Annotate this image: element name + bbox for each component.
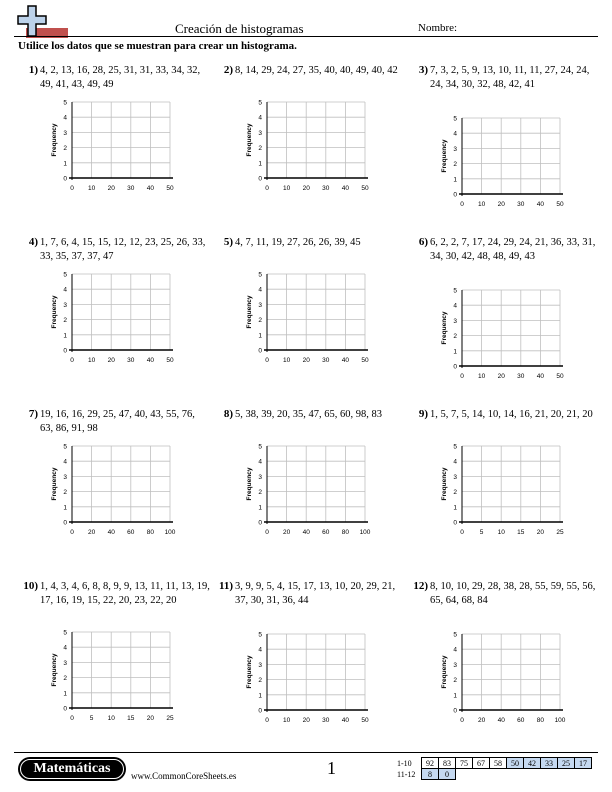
- answer-key-cell: 25: [558, 758, 575, 769]
- problem-3: [400, 64, 590, 234]
- problem-number: 10): [23, 580, 38, 592]
- problem-data: 1, 4, 3, 4, 6, 8, 8, 9, 9, 13, 11, 11, 13, 19, 17, 16, 19, 15, 22, 20, 23, 22, 20: [40, 581, 210, 606]
- y-tick-label: 4: [63, 114, 67, 122]
- y-tick-label: 3: [258, 301, 262, 309]
- x-tick-label: 40: [146, 357, 155, 364]
- x-tick-label: 100: [164, 529, 176, 536]
- x-tick-label: 20: [107, 357, 115, 364]
- y-axis-label: Frequency: [441, 655, 448, 689]
- x-tick-label: 30: [322, 357, 330, 364]
- problem-number: 11): [218, 580, 233, 592]
- answer-key-row-label: 1-10: [397, 758, 412, 768]
- blank-histogram-grid[interactable]: [205, 628, 385, 738]
- problem-2: [205, 64, 398, 234]
- y-tick-label: 4: [453, 458, 457, 466]
- y-tick-label: 1: [63, 160, 67, 168]
- y-tick-label: 0: [258, 519, 262, 527]
- y-tick-label: 5: [63, 99, 67, 107]
- x-tick-label: 40: [341, 357, 350, 364]
- x-tick-label: 40: [341, 717, 350, 724]
- x-tick-label: 15: [517, 529, 525, 536]
- problem-9: [400, 408, 593, 578]
- x-tick-label: 20: [302, 357, 310, 364]
- y-tick-label: 1: [258, 332, 262, 340]
- y-tick-label: 5: [453, 287, 457, 295]
- brand-label: Matemáticas: [20, 759, 124, 779]
- problem-number: 7): [28, 408, 38, 420]
- problem-11: [205, 580, 395, 750]
- y-tick-label: 0: [63, 519, 67, 527]
- y-tick-label: 1: [63, 504, 67, 512]
- y-axis-label: Frequency: [246, 655, 253, 689]
- problem-number: 8): [223, 408, 233, 420]
- blank-histogram-grid[interactable]: [205, 440, 385, 550]
- brand-badge: [18, 757, 126, 781]
- y-tick-label: 0: [63, 705, 67, 713]
- instructions: Utilice los datos que se muestran para crear un histograma.: [18, 40, 297, 52]
- y-tick-label: 4: [453, 302, 457, 310]
- y-tick-label: 2: [258, 317, 262, 325]
- problem-number: 12): [413, 580, 428, 592]
- answer-key-cell: 83: [439, 758, 456, 769]
- problem-data: 8, 10, 10, 29, 28, 38, 28, 55, 59, 55, 56, 65, 64, 68, 84: [430, 581, 596, 606]
- y-tick-label: 1: [453, 504, 457, 512]
- y-axis-label: Frequency: [441, 311, 448, 345]
- y-tick-label: 4: [258, 646, 262, 654]
- y-tick-label: 2: [453, 677, 457, 685]
- y-tick-label: 4: [258, 114, 262, 122]
- y-tick-label: 0: [63, 347, 67, 355]
- problem-number: 4): [28, 236, 38, 248]
- answer-key-cell: 75: [456, 758, 473, 769]
- problem-number: 2): [223, 64, 233, 76]
- y-tick-label: 0: [453, 191, 457, 199]
- x-tick-label: 0: [460, 201, 464, 208]
- x-tick-label: 30: [517, 201, 525, 208]
- answer-key-cell: 8: [422, 769, 439, 780]
- y-tick-label: 4: [63, 286, 67, 294]
- y-tick-label: 3: [63, 473, 67, 481]
- answer-key-table: [397, 757, 592, 780]
- y-tick-label: 4: [453, 130, 457, 138]
- x-tick-label: 50: [556, 373, 564, 380]
- problem-7: [10, 408, 200, 578]
- blank-histogram-grid[interactable]: [205, 268, 385, 378]
- plus-logo-icon: [14, 4, 70, 38]
- problem-number: 5): [223, 236, 233, 248]
- x-tick-label: 0: [265, 357, 269, 364]
- x-tick-label: 0: [460, 373, 464, 380]
- problem-number: 6): [418, 236, 428, 248]
- x-tick-label: 20: [302, 185, 310, 192]
- x-tick-label: 30: [322, 717, 330, 724]
- y-axis-label: Frequency: [246, 295, 253, 329]
- x-tick-label: 10: [282, 185, 291, 192]
- y-tick-label: 1: [258, 160, 262, 168]
- x-tick-label: 30: [322, 185, 330, 192]
- blank-histogram-grid[interactable]: [10, 626, 190, 736]
- problem-data: 7, 3, 2, 5, 9, 13, 10, 11, 11, 27, 24, 24, 24, 34, 30, 32, 48, 42, 41: [430, 65, 590, 90]
- problem-data: 4, 7, 11, 19, 27, 26, 26, 39, 45: [235, 237, 361, 248]
- y-tick-label: 1: [453, 348, 457, 356]
- answer-key-row-label: 11-12: [397, 769, 416, 779]
- y-tick-label: 1: [453, 692, 457, 700]
- x-tick-label: 100: [359, 529, 371, 536]
- x-tick-label: 5: [89, 715, 94, 722]
- y-tick-label: 5: [258, 99, 262, 107]
- y-tick-label: 4: [258, 286, 262, 294]
- y-tick-label: 5: [63, 271, 67, 279]
- problem-number: 1): [28, 64, 38, 76]
- page-title: Creación de histogramas: [175, 21, 304, 36]
- x-tick-label: 20: [477, 717, 486, 724]
- problem-8: [205, 408, 395, 578]
- problem-data: 3, 9, 9, 5, 4, 15, 17, 13, 10, 20, 29, 21, 37, 30, 31, 36, 44: [235, 581, 396, 606]
- y-tick-label: 5: [258, 631, 262, 639]
- problem-6: [400, 236, 596, 406]
- y-axis-label: Frequency: [246, 467, 253, 501]
- y-tick-label: 2: [63, 489, 67, 497]
- x-tick-label: 10: [477, 373, 486, 380]
- x-tick-label: 15: [127, 715, 135, 722]
- y-axis-label: Frequency: [51, 123, 58, 157]
- problem-12: [400, 580, 596, 750]
- x-tick-label: 0: [265, 185, 269, 192]
- y-axis-label: Frequency: [51, 653, 58, 687]
- x-tick-label: 40: [146, 185, 155, 192]
- blank-histogram-grid[interactable]: [400, 284, 580, 394]
- answer-key-cell: 92: [422, 758, 439, 769]
- blank-histogram-grid[interactable]: [10, 440, 190, 550]
- problem-5: [205, 236, 395, 406]
- y-tick-label: 3: [453, 145, 457, 153]
- y-tick-label: 4: [63, 458, 67, 466]
- x-tick-label: 40: [107, 529, 115, 536]
- x-tick-label: 30: [127, 357, 135, 364]
- y-tick-label: 3: [258, 661, 262, 669]
- x-tick-label: 80: [536, 717, 545, 724]
- x-tick-label: 10: [282, 357, 291, 364]
- footer-divider: [14, 752, 598, 753]
- y-axis-label: Frequency: [246, 123, 253, 157]
- problem-number: 3): [418, 64, 428, 76]
- y-tick-label: 5: [63, 443, 67, 451]
- x-tick-label: 40: [341, 185, 350, 192]
- y-tick-label: 4: [453, 646, 457, 654]
- y-tick-label: 5: [258, 443, 262, 451]
- x-tick-label: 20: [536, 529, 545, 536]
- problem-data: 8, 14, 29, 24, 27, 35, 40, 40, 49, 40, 42: [235, 65, 398, 76]
- header-divider: [14, 36, 598, 37]
- x-tick-label: 20: [497, 373, 505, 380]
- x-tick-label: 20: [282, 529, 291, 536]
- x-tick-label: 0: [460, 717, 464, 724]
- y-axis-label: Frequency: [441, 467, 448, 501]
- x-tick-label: 60: [517, 717, 525, 724]
- blank-histogram-grid[interactable]: [10, 268, 190, 378]
- y-tick-label: 0: [258, 707, 262, 715]
- x-tick-label: 20: [146, 715, 155, 722]
- y-tick-label: 2: [258, 145, 262, 153]
- x-tick-label: 30: [127, 185, 135, 192]
- x-tick-label: 10: [87, 357, 96, 364]
- x-tick-label: 60: [322, 529, 330, 536]
- problem-data: 1, 5, 7, 5, 14, 10, 14, 16, 21, 20, 21, 20: [430, 409, 593, 420]
- answer-key-cell: 33: [541, 758, 558, 769]
- x-tick-label: 10: [107, 715, 115, 722]
- x-tick-label: 50: [361, 185, 369, 192]
- answer-key-cell: 50: [507, 758, 524, 769]
- problem-data: 6, 2, 2, 7, 17, 24, 29, 24, 21, 36, 33, 31, 34, 30, 42, 48, 48, 49, 43: [430, 237, 596, 262]
- problem-1: [10, 64, 200, 234]
- y-tick-label: 2: [453, 161, 457, 169]
- y-tick-label: 2: [63, 675, 67, 683]
- x-tick-label: 10: [87, 185, 96, 192]
- y-tick-label: 4: [63, 644, 67, 652]
- y-tick-label: 3: [63, 659, 67, 667]
- y-tick-label: 0: [258, 347, 262, 355]
- y-tick-label: 5: [453, 115, 457, 123]
- x-tick-label: 40: [497, 717, 505, 724]
- x-tick-label: 5: [479, 529, 484, 536]
- site-url: www.CommonCoreSheets.es: [131, 771, 237, 781]
- y-tick-label: 5: [453, 443, 457, 451]
- problem-data: 1, 7, 6, 4, 15, 15, 12, 12, 23, 25, 26, 33, 33, 35, 37, 37, 47: [40, 237, 206, 262]
- x-tick-label: 25: [556, 529, 564, 536]
- y-tick-label: 3: [63, 301, 67, 309]
- y-tick-label: 2: [63, 317, 67, 325]
- x-tick-label: 0: [460, 529, 464, 536]
- page-number: 1: [327, 758, 336, 778]
- y-tick-label: 5: [258, 271, 262, 279]
- blank-histogram-grid[interactable]: [205, 96, 385, 206]
- problem-data: 19, 16, 16, 29, 25, 47, 40, 43, 55, 76, 63, 86, 91, 98: [40, 409, 195, 434]
- y-tick-label: 3: [453, 661, 457, 669]
- blank-histogram-grid[interactable]: [400, 112, 580, 222]
- y-axis-label: Frequency: [51, 467, 58, 501]
- y-tick-label: 5: [63, 629, 67, 637]
- y-tick-label: 1: [258, 692, 262, 700]
- answer-key-row: [397, 769, 592, 780]
- x-tick-label: 100: [554, 717, 566, 724]
- x-tick-label: 10: [497, 529, 505, 536]
- y-tick-label: 1: [63, 332, 67, 340]
- y-tick-label: 3: [453, 473, 457, 481]
- x-tick-label: 80: [341, 529, 350, 536]
- y-tick-label: 1: [258, 504, 262, 512]
- y-tick-label: 0: [63, 175, 67, 183]
- y-tick-label: 0: [453, 707, 457, 715]
- problem-number: 9): [418, 408, 428, 420]
- x-tick-label: 80: [146, 529, 155, 536]
- x-tick-label: 60: [127, 529, 135, 536]
- y-tick-label: 4: [258, 458, 262, 466]
- x-tick-label: 0: [265, 529, 269, 536]
- y-tick-label: 3: [453, 317, 457, 325]
- x-tick-label: 0: [70, 357, 74, 364]
- answer-key-cell: 0: [439, 769, 456, 780]
- x-tick-label: 50: [166, 357, 174, 364]
- answer-key-cell: 67: [473, 758, 490, 769]
- x-tick-label: 10: [477, 201, 486, 208]
- y-tick-label: 3: [63, 129, 67, 137]
- x-tick-label: 0: [265, 717, 269, 724]
- x-tick-label: 40: [536, 373, 545, 380]
- x-tick-label: 20: [107, 185, 115, 192]
- answer-key-cell: 42: [524, 758, 541, 769]
- x-tick-label: 0: [70, 529, 74, 536]
- y-tick-label: 3: [258, 473, 262, 481]
- blank-histogram-grid[interactable]: [400, 440, 580, 550]
- x-tick-label: 40: [536, 201, 545, 208]
- answer-key-cell: 58: [490, 758, 507, 769]
- y-tick-label: 2: [453, 489, 457, 497]
- y-tick-label: 5: [453, 631, 457, 639]
- answer-key-row: [397, 758, 592, 769]
- y-tick-label: 0: [453, 363, 457, 371]
- y-tick-label: 2: [453, 333, 457, 341]
- problem-data: 4, 2, 13, 16, 28, 25, 31, 31, 33, 34, 32, 49, 41, 43, 49, 49: [40, 65, 201, 90]
- x-tick-label: 30: [517, 373, 525, 380]
- x-tick-label: 50: [556, 201, 564, 208]
- y-axis-label: Frequency: [51, 295, 58, 329]
- y-tick-label: 1: [63, 690, 67, 698]
- y-tick-label: 2: [258, 489, 262, 497]
- problem-4: [10, 236, 206, 406]
- problem-10: [10, 580, 210, 750]
- x-tick-label: 0: [70, 185, 74, 192]
- problem-data: 5, 38, 39, 20, 35, 47, 65, 60, 98, 83: [235, 409, 382, 420]
- blank-histogram-grid[interactable]: [400, 628, 580, 738]
- x-tick-label: 0: [70, 715, 74, 722]
- x-tick-label: 50: [361, 717, 369, 724]
- y-axis-label: Frequency: [441, 139, 448, 173]
- name-label: Nombre:: [418, 22, 458, 34]
- x-tick-label: 10: [282, 717, 291, 724]
- x-tick-label: 40: [302, 529, 310, 536]
- y-tick-label: 2: [63, 145, 67, 153]
- x-tick-label: 20: [87, 529, 96, 536]
- y-tick-label: 2: [258, 677, 262, 685]
- y-tick-label: 0: [453, 519, 457, 527]
- x-tick-label: 50: [166, 185, 174, 192]
- x-tick-label: 50: [361, 357, 369, 364]
- y-tick-label: 1: [453, 176, 457, 184]
- x-tick-label: 20: [302, 717, 310, 724]
- answer-key-cell: 17: [575, 758, 592, 769]
- y-tick-label: 0: [258, 175, 262, 183]
- blank-histogram-grid[interactable]: [10, 96, 190, 206]
- x-tick-label: 25: [166, 715, 174, 722]
- y-tick-label: 3: [258, 129, 262, 137]
- x-tick-label: 20: [497, 201, 505, 208]
